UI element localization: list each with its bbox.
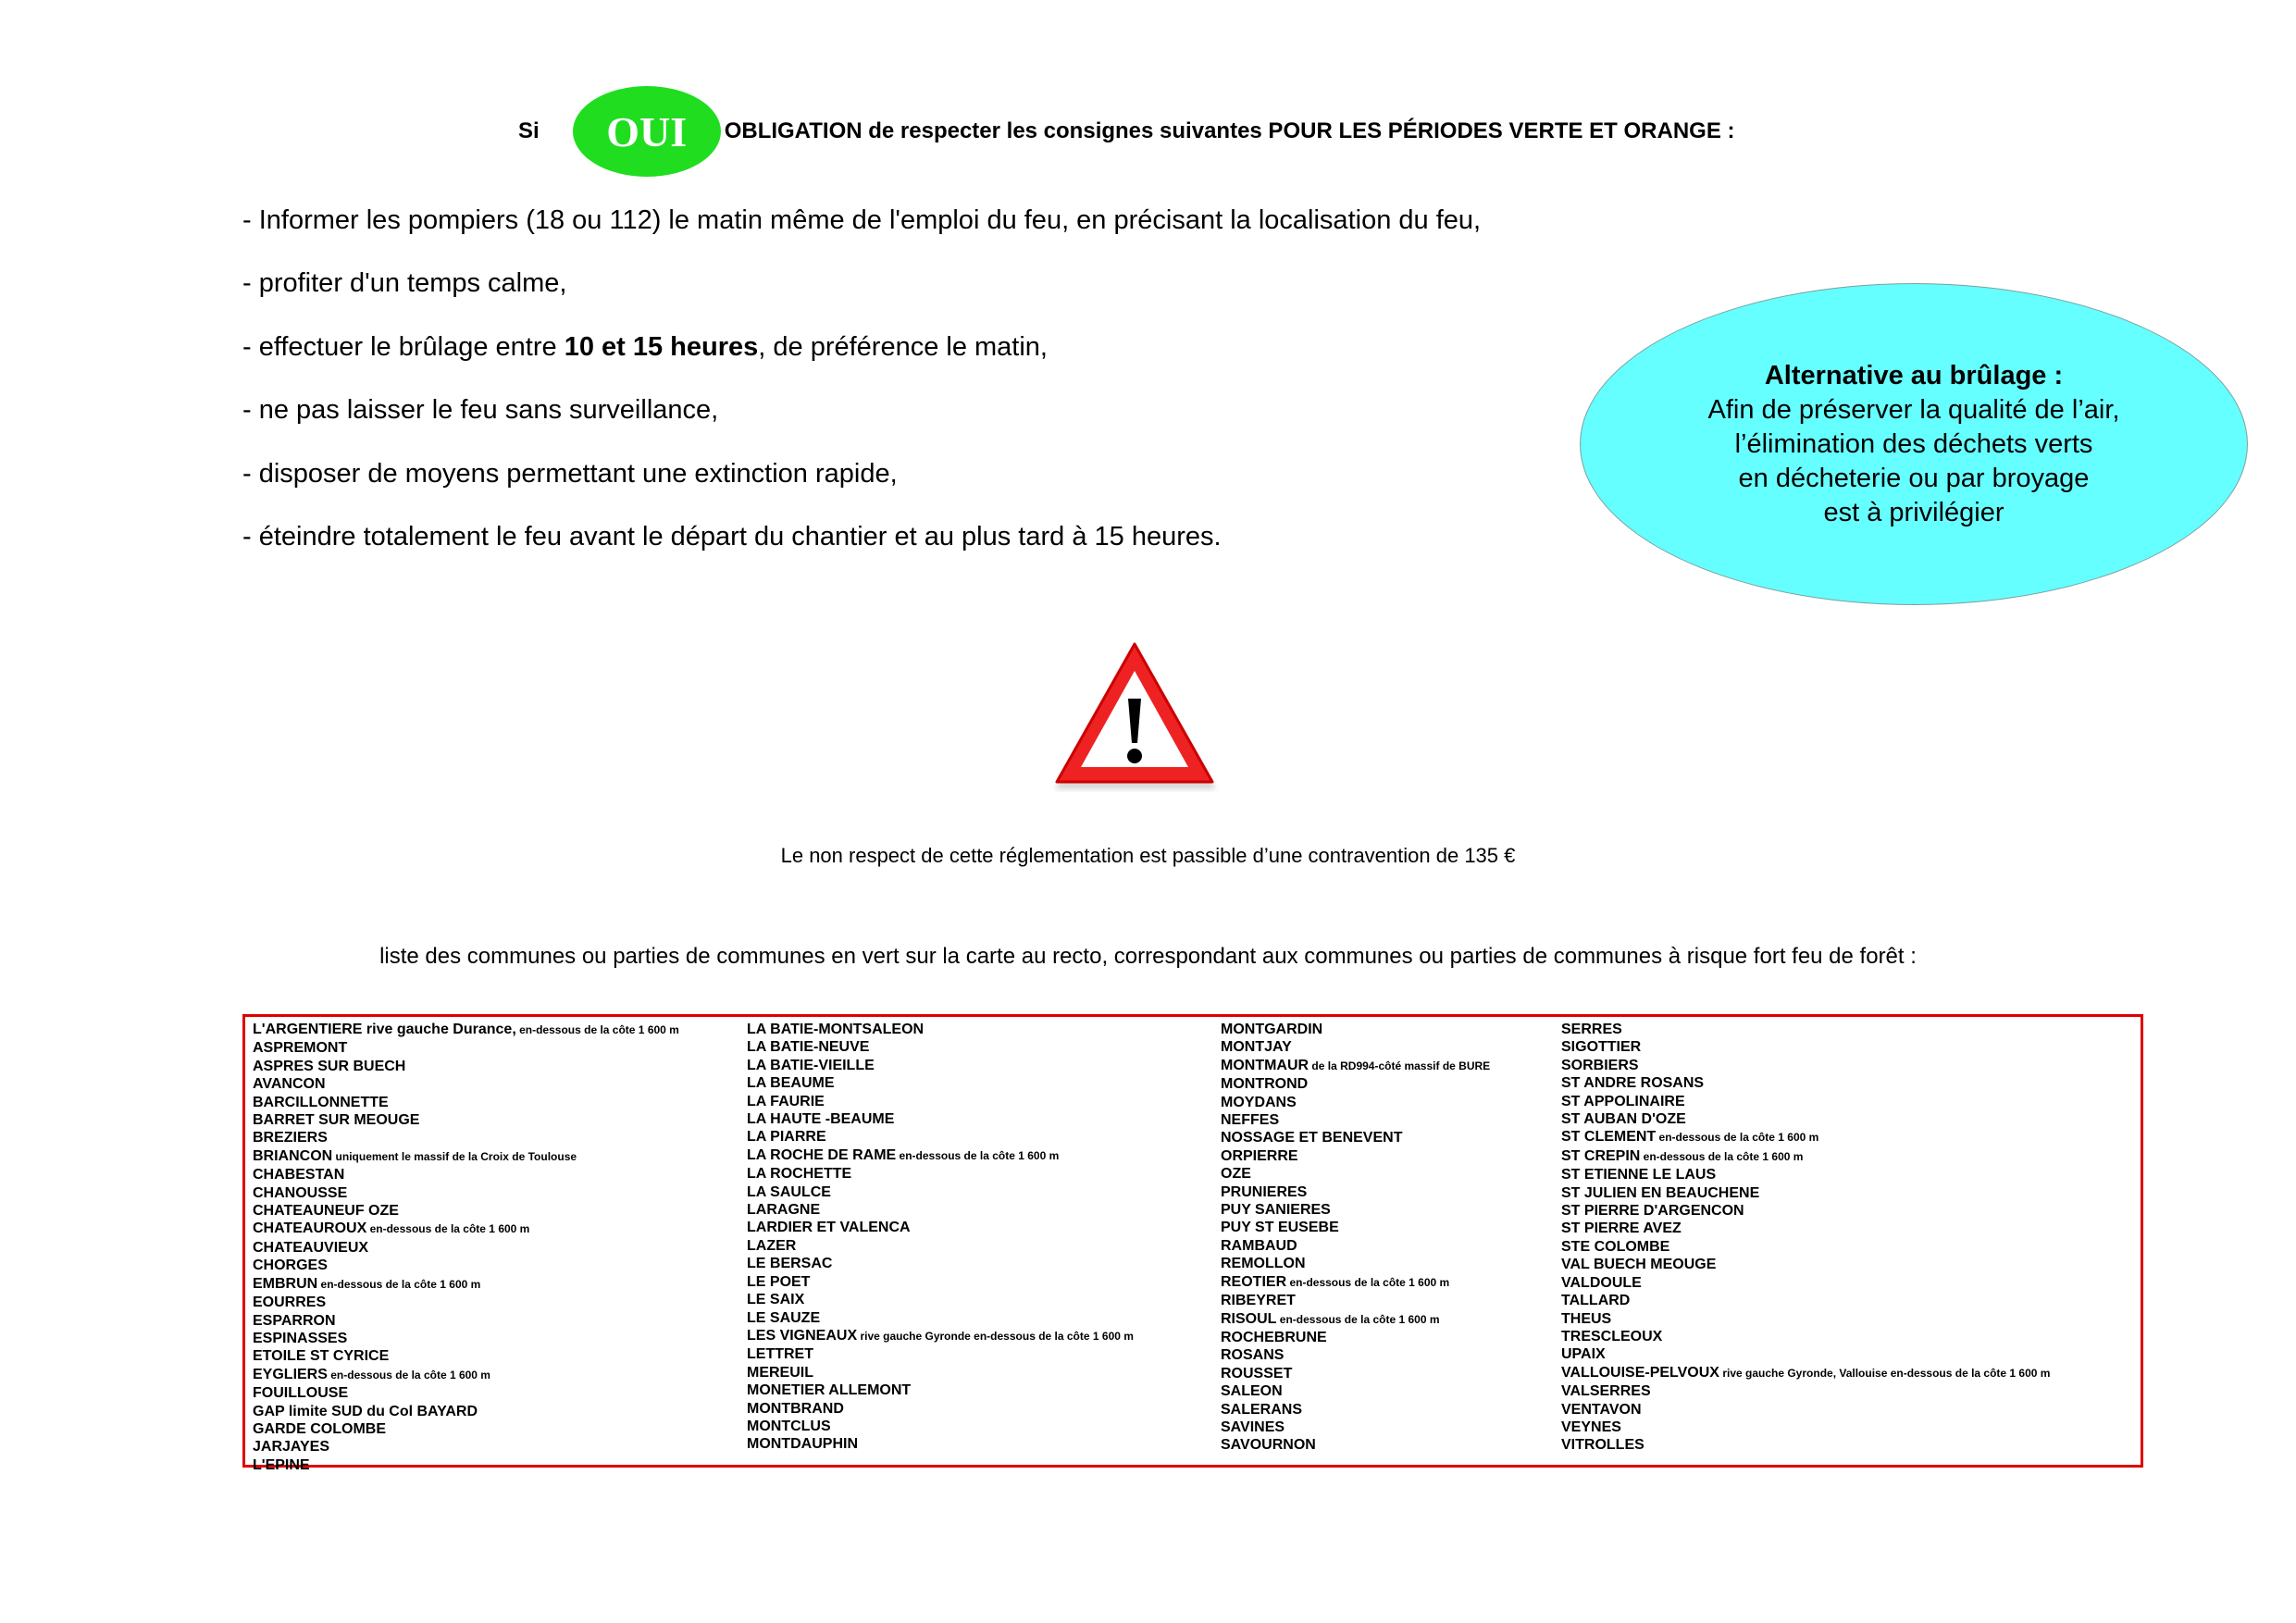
commune-name: LA BATIE-VIEILLE bbox=[747, 1057, 875, 1073]
rules-list bbox=[242, 200, 1481, 579]
warning-sign-icon bbox=[1049, 641, 1220, 792]
commune-item bbox=[747, 1057, 1134, 1074]
commune-name: LE BERSAC bbox=[747, 1256, 833, 1272]
commune-name: NOSSAGE ET BENEVENT bbox=[1221, 1130, 1403, 1146]
rule-item: - Informer les pompiers (18 ou 112) le matin même de l'emploi du feu, en précisant la localisation du feu, bbox=[242, 205, 1482, 235]
commune-item bbox=[253, 1184, 679, 1202]
commune-name: SIGOTTIER bbox=[1561, 1039, 1642, 1056]
commune-item bbox=[253, 1075, 679, 1093]
commune-item bbox=[253, 1257, 679, 1274]
commune-item bbox=[253, 1147, 679, 1166]
commune-item bbox=[1561, 1238, 2050, 1256]
commune-item bbox=[253, 1094, 679, 1111]
commune-item bbox=[747, 1364, 1134, 1381]
commune-name: VALSERRES bbox=[1561, 1383, 1651, 1400]
commune-item bbox=[253, 1420, 679, 1438]
commune-name: VALDOULE bbox=[1561, 1274, 1642, 1291]
commune-item bbox=[1561, 1021, 2050, 1038]
commune-item bbox=[1561, 1436, 2050, 1454]
commune-name: MONTCLUS bbox=[747, 1418, 831, 1434]
commune-name: LA ROCHETTE bbox=[747, 1166, 852, 1183]
rule-item bbox=[242, 327, 1481, 390]
commune-item bbox=[747, 1435, 1134, 1453]
commune-item bbox=[1221, 1147, 1490, 1165]
commune-name: LAZER bbox=[747, 1237, 797, 1254]
commune-name: SAVINES bbox=[1221, 1419, 1285, 1435]
commune-name: SERRES bbox=[1561, 1022, 1622, 1037]
commune-name: LA ROCHE DE RAME bbox=[747, 1146, 897, 1163]
commune-item bbox=[1221, 1365, 1490, 1382]
commune-name: TALLARD bbox=[1561, 1293, 1631, 1309]
commune-name: TRESCLEOUX bbox=[1561, 1328, 1663, 1344]
commune-name: ST PIERRE D'ARGENCON bbox=[1561, 1203, 1744, 1220]
commune-name: PUY SANIERES bbox=[1221, 1202, 1331, 1219]
commune-item bbox=[747, 1418, 1134, 1435]
commune-name: RISOUL bbox=[1221, 1310, 1277, 1327]
commune-item bbox=[1221, 1401, 1490, 1419]
communes-intro: liste des communes ou parties de communes en vert sur la carte au recto, correspondant aux communes ou parties de communes à risque fort feu de forêt : bbox=[379, 944, 1917, 969]
commune-note: uniquement le massif de la Croix de Toulouse bbox=[332, 1149, 577, 1163]
commune-item bbox=[1561, 1382, 2050, 1400]
commune-note: en-dessous de la côte 1 600 m bbox=[1640, 1149, 1804, 1163]
commune-item bbox=[253, 1166, 679, 1183]
commune-item bbox=[1561, 1074, 2050, 1092]
commune-name: SORBIERS bbox=[1561, 1057, 1639, 1073]
commune-name: ST PIERRE AVEZ bbox=[1561, 1220, 1682, 1237]
commune-name: LA FAURIE bbox=[747, 1093, 825, 1109]
commune-item bbox=[747, 1038, 1134, 1056]
commune-note: rive gauche Gyronde, Vallouise en-dessous de la côte 1 600 m bbox=[1719, 1366, 2051, 1380]
commune-name: REOTIER bbox=[1221, 1273, 1287, 1290]
commune-note: rive gauche Gyronde en-dessous de la côte 1 600 m bbox=[857, 1329, 1134, 1343]
commune-name: LE SAIX bbox=[747, 1292, 805, 1308]
commune-note: en-dessous de la côte 1 600 m bbox=[896, 1148, 1060, 1162]
commune-item bbox=[1221, 1292, 1490, 1309]
commune-item bbox=[253, 1129, 679, 1146]
commune-name: SAVOURNON bbox=[1221, 1437, 1316, 1454]
commune-item bbox=[1221, 1346, 1490, 1364]
commune-name: ESPARRON bbox=[253, 1312, 336, 1329]
commune-name: LETTRET bbox=[747, 1346, 813, 1363]
commune-name: STE COLOMBE bbox=[1561, 1238, 1670, 1255]
communes-column bbox=[1561, 1021, 2050, 1455]
commune-item bbox=[1561, 1328, 2050, 1345]
commune-name: LA BEAUME bbox=[747, 1075, 835, 1092]
commune-item bbox=[747, 1183, 1134, 1201]
commune-name: ST JULIEN EN BEAUCHENE bbox=[1561, 1184, 1760, 1201]
commune-name: LA SAULCE bbox=[747, 1183, 831, 1200]
commune-item bbox=[1221, 1255, 1490, 1272]
commune-note: de la RD994-côté massif de BURE bbox=[1309, 1059, 1491, 1072]
commune-item bbox=[253, 1294, 679, 1311]
commune-name: MEREUIL bbox=[747, 1364, 813, 1381]
commune-item bbox=[1561, 1057, 2050, 1074]
commune-name: MONTGARDIN bbox=[1221, 1022, 1323, 1037]
commune-name: LA BATIE-MONTSALEON bbox=[747, 1022, 925, 1037]
commune-item bbox=[747, 1110, 1134, 1128]
commune-item bbox=[1221, 1273, 1490, 1292]
commune-item bbox=[747, 1273, 1134, 1291]
commune-name: VENTAVON bbox=[1561, 1401, 1642, 1418]
commune-name: ESPINASSES bbox=[253, 1330, 348, 1346]
alternative-ellipse bbox=[1580, 283, 2248, 605]
commune-name: LE POET bbox=[747, 1273, 811, 1290]
commune-name: BARCILLONNETTE bbox=[253, 1094, 389, 1110]
rule-item: - ne pas laisser le feu sans surveillance, bbox=[242, 395, 719, 426]
commune-item bbox=[1221, 1183, 1490, 1201]
commune-item bbox=[747, 1128, 1134, 1146]
commune-item bbox=[253, 1275, 679, 1294]
commune-item bbox=[1221, 1057, 1490, 1075]
commune-name: L'EPINE bbox=[253, 1456, 310, 1473]
commune-item bbox=[1561, 1292, 2050, 1309]
commune-name: ST CLEMENT bbox=[1561, 1129, 1657, 1146]
commune-item bbox=[1561, 1419, 2050, 1436]
commune-item bbox=[1561, 1401, 2050, 1419]
alternative-line: l’élimination des déchets verts bbox=[1734, 428, 2093, 459]
commune-name: CHORGES bbox=[253, 1258, 328, 1274]
commune-name: OZE bbox=[1221, 1166, 1251, 1183]
commune-name: ETOILE ST CYRICE bbox=[253, 1348, 390, 1365]
commune-note: en-dessous de la côte 1 600 m bbox=[515, 1023, 679, 1036]
commune-item bbox=[1561, 1310, 2050, 1328]
commune-name: VEYNES bbox=[1561, 1419, 1621, 1435]
commune-name: LARAGNE bbox=[747, 1202, 821, 1219]
communes-column bbox=[253, 1021, 679, 1474]
commune-name: ORPIERRE bbox=[1221, 1147, 1298, 1164]
si-label: Si bbox=[518, 118, 540, 143]
commune-item bbox=[1221, 1021, 1490, 1038]
commune-name: L'ARGENTIERE rive gauche Durance, bbox=[253, 1022, 516, 1037]
rule-text: , de préférence le matin, bbox=[758, 331, 1048, 362]
commune-item bbox=[1221, 1382, 1490, 1400]
commune-name: CHATEAUNEUF OZE bbox=[253, 1203, 399, 1220]
commune-name: MONTBRAND bbox=[747, 1400, 844, 1417]
commune-item bbox=[253, 1384, 679, 1402]
commune-item bbox=[1221, 1165, 1490, 1183]
commune-note: en-dessous de la côte 1 600 m bbox=[317, 1277, 481, 1291]
commune-item bbox=[1221, 1038, 1490, 1056]
commune-name: BRIANCON bbox=[253, 1147, 333, 1164]
commune-name: ROSANS bbox=[1221, 1347, 1285, 1364]
commune-name: UPAIX bbox=[1561, 1346, 1606, 1363]
commune-item bbox=[1221, 1436, 1490, 1454]
commune-name: ST APPOLINAIRE bbox=[1561, 1093, 1685, 1109]
commune-name: JARJAYES bbox=[253, 1439, 330, 1456]
rule-item: - éteindre totalement le feu avant le départ du chantier et au plus tard à 15 heures. bbox=[242, 521, 1222, 551]
commune-name: RAMBAUD bbox=[1221, 1237, 1297, 1254]
commune-note: en-dessous de la côte 1 600 m bbox=[1286, 1275, 1450, 1289]
commune-item bbox=[747, 1165, 1134, 1183]
commune-item bbox=[1561, 1256, 2050, 1273]
commune-item bbox=[1221, 1129, 1490, 1146]
commune-item bbox=[747, 1345, 1134, 1363]
commune-item bbox=[1561, 1038, 2050, 1056]
alternative-line: Afin de préserver la qualité de l’air, bbox=[1707, 394, 2120, 425]
commune-name: ST ETIENNE LE LAUS bbox=[1561, 1167, 1717, 1183]
commune-item bbox=[747, 1146, 1134, 1165]
commune-name: ROCHEBRUNE bbox=[1221, 1329, 1327, 1345]
commune-item bbox=[1561, 1128, 2050, 1146]
commune-item bbox=[1221, 1075, 1490, 1093]
commune-name: LA PIARRE bbox=[747, 1129, 826, 1146]
commune-name: THEUS bbox=[1561, 1310, 1612, 1327]
commune-name: LARDIER ET VALENCA bbox=[747, 1220, 911, 1236]
commune-item bbox=[1561, 1345, 2050, 1363]
commune-name: RIBEYRET bbox=[1221, 1293, 1296, 1309]
commune-name: EOURRES bbox=[253, 1295, 327, 1311]
commune-name: LA HAUTE -BEAUME bbox=[747, 1111, 895, 1128]
communes-table bbox=[242, 1014, 2143, 1473]
commune-item bbox=[1221, 1201, 1490, 1219]
communes-column bbox=[747, 1021, 1134, 1454]
commune-item bbox=[253, 1220, 679, 1238]
commune-item bbox=[253, 1202, 679, 1220]
commune-name: ST ANDRE ROSANS bbox=[1561, 1075, 1705, 1092]
commune-name: CHATEAUROUX bbox=[253, 1220, 367, 1237]
commune-name: EYGLIERS bbox=[253, 1366, 328, 1382]
commune-name: MONTJAY bbox=[1221, 1039, 1292, 1056]
commune-name: ST AUBAN D'OZE bbox=[1561, 1111, 1686, 1128]
commune-item bbox=[747, 1400, 1134, 1418]
commune-item bbox=[1561, 1184, 2050, 1202]
header bbox=[518, 85, 1735, 178]
commune-name: BARRET SUR MEOUGE bbox=[253, 1112, 420, 1129]
commune-item bbox=[747, 1237, 1134, 1255]
commune-item bbox=[747, 1255, 1134, 1272]
commune-item bbox=[253, 1058, 679, 1075]
obligation-heading: OBLIGATION de respecter les consignes suivantes POUR LES PÉRIODES VERTE ET ORANGE : bbox=[724, 118, 1735, 143]
commune-item bbox=[1221, 1329, 1490, 1346]
commune-name: REMOLLON bbox=[1221, 1256, 1306, 1272]
fine-notice: Le non respect de cette réglementation est passible d’une contravention de 135 € bbox=[780, 844, 1516, 867]
commune-note: en-dessous de la côte 1 600 m bbox=[1656, 1131, 1819, 1145]
commune-name: ASPRES SUR BUECH bbox=[253, 1058, 406, 1074]
commune-item bbox=[253, 1438, 679, 1456]
rule-hours: 10 et 15 heures bbox=[564, 331, 759, 362]
commune-item bbox=[253, 1330, 679, 1347]
commune-item bbox=[253, 1239, 679, 1257]
commune-name: VALLOUISE-PELVOUX bbox=[1561, 1364, 1719, 1381]
commune-item bbox=[253, 1456, 679, 1474]
commune-item bbox=[1561, 1202, 2050, 1220]
alternative-line: en décheterie ou par broyage bbox=[1738, 463, 2090, 493]
commune-item bbox=[747, 1381, 1134, 1399]
commune-item bbox=[747, 1309, 1134, 1327]
commune-name: CHABESTAN bbox=[253, 1167, 345, 1183]
commune-item bbox=[253, 1366, 679, 1384]
commune-name: SALERANS bbox=[1221, 1401, 1303, 1418]
commune-item bbox=[1221, 1219, 1490, 1236]
commune-name: MONTROND bbox=[1221, 1076, 1309, 1093]
commune-name: MONETIER ALLEMONT bbox=[747, 1382, 912, 1399]
commune-item bbox=[747, 1074, 1134, 1092]
commune-item bbox=[1561, 1147, 2050, 1166]
commune-name: ROUSSET bbox=[1221, 1365, 1293, 1381]
commune-item bbox=[253, 1347, 679, 1365]
communes-column bbox=[1221, 1021, 1490, 1455]
commune-note: en-dessous de la côte 1 600 m bbox=[366, 1222, 530, 1236]
rule-item: - profiter d'un temps calme, bbox=[242, 268, 567, 299]
commune-name: MOYDANS bbox=[1221, 1094, 1297, 1110]
commune-item bbox=[253, 1111, 679, 1129]
commune-item bbox=[747, 1093, 1134, 1110]
commune-name: ASPREMONT bbox=[253, 1040, 348, 1057]
rule-item: - disposer de moyens permettant une extinction rapide, bbox=[242, 458, 898, 489]
commune-item bbox=[1561, 1364, 2050, 1382]
commune-name: FOUILLOUSE bbox=[253, 1385, 349, 1402]
commune-item bbox=[1221, 1111, 1490, 1129]
commune-item bbox=[747, 1021, 1134, 1038]
commune-item bbox=[1561, 1110, 2050, 1128]
rule-text: - effectuer le brûlage entre bbox=[242, 331, 565, 362]
commune-name: MONTDAUPHIN bbox=[747, 1436, 858, 1453]
commune-name: LES VIGNEAUX bbox=[747, 1327, 858, 1344]
commune-item bbox=[1221, 1310, 1490, 1329]
commune-name: PRUNIERES bbox=[1221, 1183, 1308, 1200]
commune-name: LE SAUZE bbox=[747, 1309, 821, 1326]
commune-note: en-dessous de la côte 1 600 m bbox=[327, 1368, 490, 1381]
commune-item bbox=[1561, 1274, 2050, 1292]
commune-item bbox=[253, 1312, 679, 1330]
commune-item bbox=[1561, 1093, 2050, 1110]
commune-name: MONTMAUR bbox=[1221, 1057, 1309, 1073]
commune-name: EMBRUN bbox=[253, 1275, 318, 1292]
commune-item bbox=[747, 1219, 1134, 1236]
commune-item bbox=[1561, 1166, 2050, 1183]
commune-name: LA BATIE-NEUVE bbox=[747, 1039, 870, 1056]
commune-item bbox=[747, 1201, 1134, 1219]
commune-name: CHANOUSSE bbox=[253, 1184, 348, 1201]
commune-name: VAL BUECH MEOUGE bbox=[1561, 1257, 1717, 1273]
commune-name: VITROLLES bbox=[1561, 1437, 1644, 1454]
commune-item bbox=[747, 1327, 1134, 1345]
commune-name: PUY ST EUSEBE bbox=[1221, 1220, 1339, 1236]
commune-name: NEFFES bbox=[1221, 1112, 1280, 1129]
commune-item bbox=[253, 1403, 679, 1420]
commune-item bbox=[1561, 1220, 2050, 1237]
oui-badge: OUI bbox=[573, 86, 721, 177]
commune-name: GARDE COLOMBE bbox=[253, 1420, 386, 1437]
alternative-line: est à privilégier bbox=[1823, 497, 2004, 527]
commune-name: SALEON bbox=[1221, 1383, 1283, 1400]
commune-item bbox=[253, 1039, 679, 1057]
commune-name: ST CREPIN bbox=[1561, 1147, 1641, 1164]
commune-note: en-dessous de la côte 1 600 m bbox=[1276, 1312, 1440, 1326]
commune-item bbox=[747, 1291, 1134, 1308]
commune-item bbox=[1221, 1094, 1490, 1111]
commune-name: CHATEAUVIEUX bbox=[253, 1239, 369, 1256]
commune-item bbox=[1221, 1237, 1490, 1255]
commune-name: GAP limite SUD du Col BAYARD bbox=[253, 1403, 478, 1419]
commune-item bbox=[253, 1021, 679, 1039]
commune-name: BREZIERS bbox=[253, 1130, 328, 1146]
alternative-title: Alternative au brûlage : bbox=[1764, 360, 2064, 390]
commune-name: AVANCON bbox=[253, 1076, 326, 1093]
commune-item bbox=[1221, 1419, 1490, 1436]
